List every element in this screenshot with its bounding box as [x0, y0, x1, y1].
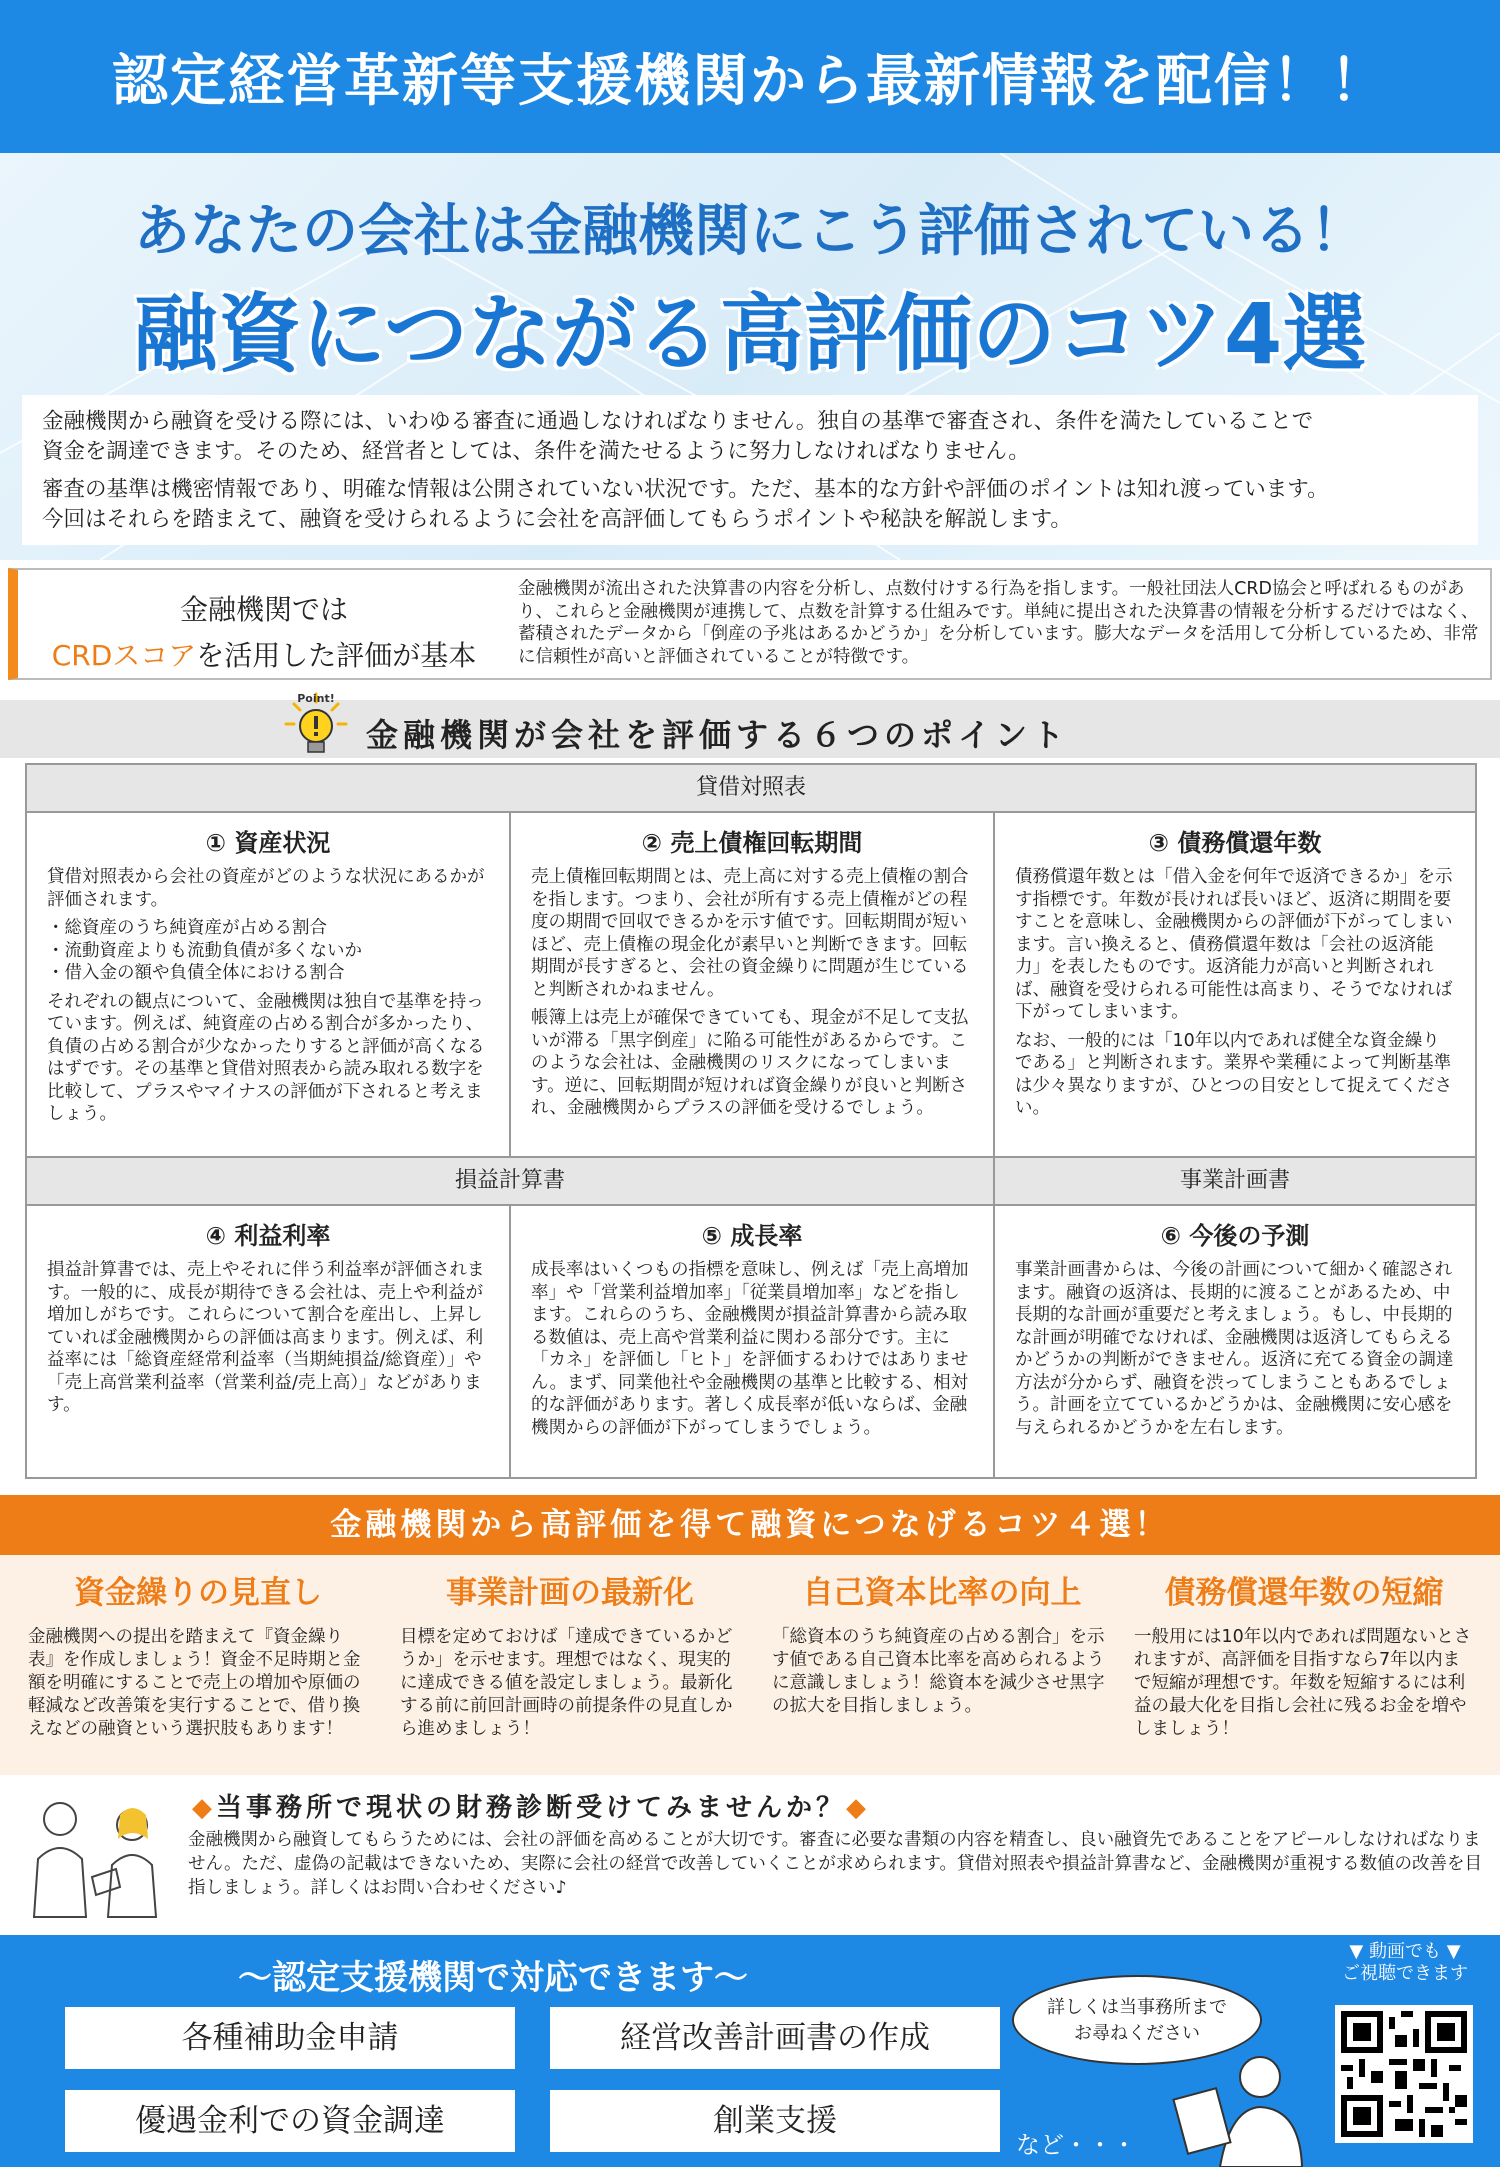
crd-highlight: CRDスコア — [51, 639, 197, 672]
video-note-line: ご視聴できます — [1342, 1963, 1468, 1984]
footer-caption: ～認定支援機関で対応できます～ — [238, 1958, 748, 1998]
points-title: 金融機関が会社を評価する６つのポイント — [366, 716, 1070, 754]
point-bullet-list — [47, 917, 489, 985]
section-header-business-plan: 事業計画書 — [995, 1158, 1475, 1206]
point-title: ④ 利益利率 — [205, 1222, 331, 1250]
crd-heading-rest: を活用した評価が基本 — [196, 639, 477, 672]
service-startup-support: 創業支援 — [550, 2090, 1000, 2152]
consult-title-text: 当事務所で現状の財務診断受けてみませんか？ — [216, 1793, 847, 1823]
point-bullet: ・流動資産よりも流動負債が多くないか — [47, 940, 362, 961]
point-text: 事業計画書からは、今後の計画について細かく確認されます。融資の返済は、長期的に渡ることがあるため、中長期的な計画が重要だと考えましょう。もし、中長期的な計画が明確でなければ、金融機関は返済してもらえるかどうかの判断ができません。返済に充てる資金の調達方法が分からず、融資を渋ってしまうこともあるでしょう。計画を立てているかどうかは、金融機関に安心感を与えられるかどうかを左右します。 — [1015, 1260, 1454, 1438]
intro-line: 資金を調達できます。そのため、経営者としては、条件を満たせるように努力しなければなりません。 — [42, 439, 1030, 464]
section-header-income-statement: 損益計算書 — [27, 1158, 995, 1206]
advisor-illustration — [1150, 2045, 1310, 2167]
qr-code-icon — [1341, 2011, 1467, 2137]
point-text: なお、一般的には「10年以内であれば健全な資金繰りである」と判断されます。業界や業種によって判断基準は少々異なりますが、ひとつの目安として捉えてください。 — [1015, 1030, 1453, 1118]
intro-line: 今回はそれらを踏まえて、融資を受けられるように会社を高評価してもらうポイントや秘訣を解説します。 — [42, 507, 1072, 532]
point-title: ⑤ 成長率 — [701, 1222, 803, 1250]
diamond-icon: ◆ — [846, 1793, 871, 1823]
footer — [0, 1935, 1500, 2167]
tip-text: 一般用には10年以内であれば問題ないとされますが、高評価を目指すなら7年以内まで短縮が理想です。年数を短縮するには利益の最大化を目指し会社に残るお金を増やしましょう！ — [1134, 1627, 1472, 1739]
bubble-line: 詳しくは当事務所まで — [1047, 1997, 1227, 2018]
point-card — [511, 813, 995, 1158]
point-text: 帳簿上は売上が確保できていても、現金が不足して支払いが滞る「黒字倒産」に陥る可能性があるからです。このような会社は、金融機関のリスクになってしまいます。逆に、回転期間が短ければ資金繰りが良いと判断され、金融機関からプラスの評価を受けるでしょう。 — [531, 1008, 969, 1118]
point-card — [511, 1206, 995, 1477]
service-subsidy: 各種補助金申請 — [65, 2007, 515, 2069]
qr-code[interactable] — [1335, 2005, 1473, 2143]
tip-text: 「総資本のうち純資産の占める割合」を示す値である自己資本比率を高められるように意識しましょう！総資本を減少させ黒字の拡大を目指しましょう。 — [772, 1627, 1105, 1716]
point-card — [995, 1206, 1475, 1477]
diamond-icon: ◆ — [192, 1793, 216, 1823]
intro-line: 審査の基準は機密情報であり、明確な情報は公開されていない状況です。ただ、基本的な方針や評価のポイントは知れ渡っています。 — [42, 477, 1329, 502]
point-title: ⑥ 今後の予測 — [1160, 1222, 1310, 1250]
consult-section — [0, 1775, 1500, 1925]
section-header-balance-sheet: 貸借対照表 — [27, 765, 1475, 813]
points-table — [25, 763, 1477, 1479]
point-text: 売上債権回転期間とは、売上高に対する売上債権の割合を指します。つまり、会社が所有する売上債権がどの程度の期間で回収できるかを示す値です。回転期間が短いほど、売上債権の現金化が素早いと判断できます。回転期間が長すぎると、会社の資金繰りに問題が生じていると判断されかねません。 — [531, 867, 969, 1000]
tip-card — [772, 1567, 1112, 1718]
point-title: ③ 債務償還年数 — [1148, 829, 1322, 857]
point-title: ① 資産状況 — [205, 829, 331, 857]
crd-box — [8, 568, 1492, 680]
crd-description: 金融機関が流出された決算書の内容を分析し、点数付けする行為を指します。一般社団法人CRD協会と呼ばれるものがあり、これらと金融機関が連携して、点数を計算する仕組みです。単純に提出された決算書の情報を分析するだけではなく、蓄積されたデータから「倒産の予兆はあるかどうか」を分析しています。膨大なデータを活用して分析しているため、非常に信頼性が高いと評価されていることが特徴です。 — [518, 579, 1479, 667]
service-improvement-plan: 経営改善計画書の作成 — [550, 2007, 1000, 2069]
crd-heading-line2 — [18, 634, 510, 674]
point-card — [27, 813, 511, 1158]
consultants-illustration — [20, 1789, 180, 1919]
tip-title: 債務償還年数の短縮 — [1164, 1575, 1444, 1611]
header-banner — [0, 0, 1500, 153]
tip-title: 事業計画の最新化 — [446, 1575, 694, 1611]
point-bullet: ・借入金の額や負債全体における割合 — [47, 963, 345, 983]
point-card — [995, 813, 1475, 1158]
tips-title-bar — [0, 1495, 1500, 1555]
tip-card — [400, 1567, 740, 1741]
intro-box — [22, 395, 1478, 545]
tip-text: 金融機関への提出を踏まえて『資金繰り表』を作成しましょう！資金不足時期と金額を明確にすることで売上の増加や原価の軽減など改善策を実行することで、借り換えなどの融資という選択肢もあります！ — [28, 1627, 361, 1739]
bubble-line: お尋ねください — [1074, 2023, 1200, 2044]
tip-card — [28, 1567, 368, 1741]
footer-etc: など・・・ — [1016, 2131, 1136, 2159]
hero-subtitle: あなたの会社は金融機関にこう評価されている！ — [134, 199, 1366, 264]
lightbulb-icon — [282, 690, 350, 758]
point-badge-text: Point! — [297, 692, 335, 705]
header-title: 認定経営革新等支援機関から最新情報を配信！！ — [112, 48, 1388, 114]
video-note — [1320, 1941, 1490, 1985]
crd-heading-line1: 金融機関では — [179, 593, 348, 626]
point-text: 成長率はいくつもの指標を意味し、例えば「売上高増加率」や「営業利益増加率」「従業員増加率」などを指します。これらのうち、金融機関が損益計算書から読み取る数値は、売上高や営業利益に関わる部分です。主に「カネ」を評価し「ヒト」を評価するわけではありません。まず、同業他社や金融機関の基準と比較する、相対的な評価があります。著しく成長率が低いならば、金融機関からの評価が下がってしまうでしょう。 — [531, 1260, 969, 1438]
service-preferential-loan: 優遇金利での資金調達 — [65, 2090, 515, 2152]
tips-title: 金融機関から高評価を得て融資につなげるコツ４選！ — [330, 1507, 1170, 1543]
point-text: 貸借対照表から会社の資産がどのような状況にあるかが評価されます。 — [47, 867, 485, 910]
tip-text: 目標を定めておけば「達成できているかどうか」を示せます。理想ではなく、現実的に達成できる値を設定しましょう。最新化する前に前回計画時の前提条件の見直しから進めましょう！ — [400, 1627, 733, 1739]
video-note-line: ▼ 動画でも ▼ — [1349, 1941, 1461, 1962]
crd-heading — [18, 570, 510, 678]
tip-title: 自己資本比率の向上 — [802, 1575, 1082, 1611]
point-card — [27, 1206, 511, 1477]
consult-title — [192, 1787, 870, 1824]
tip-card — [1134, 1567, 1474, 1741]
tips-section — [0, 1555, 1500, 1775]
point-title: ② 売上債権回転期間 — [641, 829, 863, 857]
point-text: 損益計算書では、売上やそれに伴う利益率が評価されます。一般的に、成長が期待できる会社は、売上や利益が増加しがちです。これらについて割合を産出し、上昇していれば金融機関からの評価は高まります。例えば、利益率には「総資産経常利益率（当期純損益/総資産）」や「売上高営業利益率（営業利益/売上高）」などがあります。 — [47, 1260, 485, 1415]
consult-text: 金融機関から融資してもらうためには、会社の評価を高めることが大切です。審査に必要な書類の内容を精査し、良い融資先であることをアピールしなければなりません。ただ、虚偽の記載はできないため、実際に会社の経営で改善していくことが求められます。貸借対照表や損益計算書など、金融機関が重視する数値の改善を目指しましょう。詳しくはお問い合わせください♪ — [188, 1830, 1482, 1898]
hero-title: 融資につながる高評価のコツ4選 — [133, 285, 1367, 383]
points-title-bar — [0, 700, 1500, 758]
intro-line: 金融機関から融資を受ける際には、いわゆる審査に通過しなければなりません。独自の基準で審査され、条件を満たしていることで — [42, 409, 1314, 434]
point-text: それぞれの観点について、金融機関は独自で基準を持っています。例えば、純資産の占める割合が多かったり、負債の占める割合が少なかったりすると評価が高くなるはずです。その基準と貸借対照表から読み取れる数字を比較して、プラスやマイナスの評価が下されると考えましょう。 — [47, 991, 485, 1124]
tip-title: 資金繰りの見直し — [74, 1575, 322, 1611]
point-bullet: ・総資産のうち純資産が占める割合 — [47, 918, 327, 938]
point-text: 債務償還年数とは「借入金を何年で返済できるか」を示す指標です。年数が長ければ長いほど、返済に期間を要すことを意味し、金融機関からの評価が下がってしまいます。言い換えると、債務償還年数は「会社の返済能力」を表したものです。返済能力が高いと判断されれば、融資を受けられる可能性は高まり、そうでなければ下がってしまいます。 — [1015, 867, 1453, 1022]
